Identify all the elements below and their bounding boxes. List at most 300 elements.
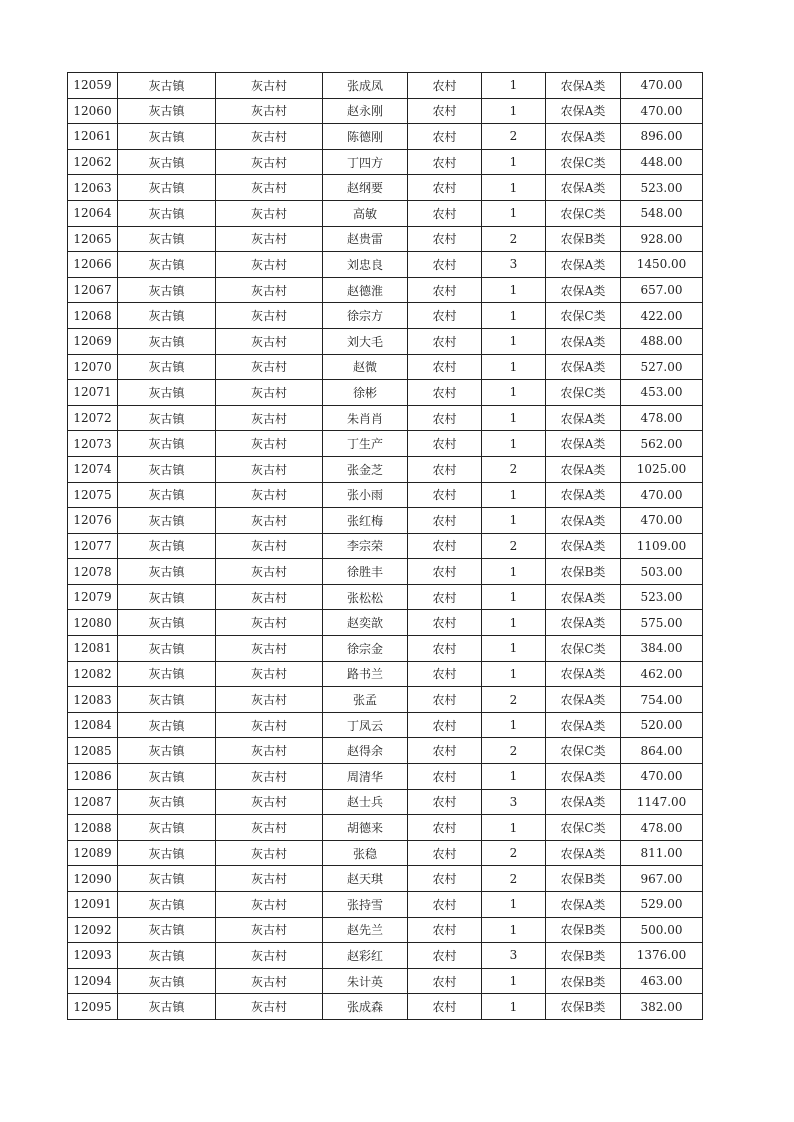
household-type-cell: 农村 [408, 175, 482, 201]
household-type-cell: 农村 [408, 124, 482, 150]
amount-cell: 1025.00 [621, 456, 703, 482]
person-count-cell: 1 [482, 277, 546, 303]
insurance-category-cell: 农保C类 [546, 200, 621, 226]
village-cell: 灰古村 [216, 200, 323, 226]
insurance-category-cell: 农保C类 [546, 738, 621, 764]
table-row [68, 789, 703, 815]
row-id-cell: 12091 [68, 892, 118, 918]
person-count-cell: 1 [482, 354, 546, 380]
row-id-cell: 12072 [68, 405, 118, 431]
name-cell: 张孟 [323, 687, 408, 713]
table-row [68, 277, 703, 303]
name-cell: 朱肖肖 [323, 405, 408, 431]
name-cell: 丁四方 [323, 149, 408, 175]
household-type-cell: 农村 [408, 840, 482, 866]
name-cell: 赵微 [323, 354, 408, 380]
household-type-cell: 农村 [408, 968, 482, 994]
household-type-cell: 农村 [408, 226, 482, 252]
person-count-cell: 1 [482, 892, 546, 918]
person-count-cell: 1 [482, 380, 546, 406]
household-type-cell: 农村 [408, 584, 482, 610]
amount-cell: 470.00 [621, 764, 703, 790]
insurance-category-cell: 农保A类 [546, 73, 621, 99]
table-row [68, 764, 703, 790]
row-id-cell: 12069 [68, 328, 118, 354]
village-cell: 灰古村 [216, 917, 323, 943]
insurance-category-cell: 农保C类 [546, 149, 621, 175]
name-cell: 高敏 [323, 200, 408, 226]
amount-cell: 462.00 [621, 661, 703, 687]
village-cell: 灰古村 [216, 815, 323, 841]
name-cell: 张小雨 [323, 482, 408, 508]
amount-cell: 754.00 [621, 687, 703, 713]
household-type-cell: 农村 [408, 508, 482, 534]
village-cell: 灰古村 [216, 456, 323, 482]
town-cell: 灰古镇 [118, 610, 216, 636]
table-row [68, 149, 703, 175]
village-cell: 灰古村 [216, 405, 323, 431]
name-cell: 徐宗方 [323, 303, 408, 329]
table-row [68, 866, 703, 892]
person-count-cell: 1 [482, 73, 546, 99]
row-id-cell: 12070 [68, 354, 118, 380]
table-row [68, 175, 703, 201]
insurance-category-cell: 农保A类 [546, 610, 621, 636]
village-cell: 灰古村 [216, 789, 323, 815]
person-count-cell: 2 [482, 456, 546, 482]
village-cell: 灰古村 [216, 175, 323, 201]
name-cell: 赵纲要 [323, 175, 408, 201]
household-type-cell: 农村 [408, 98, 482, 124]
person-count-cell: 3 [482, 789, 546, 815]
name-cell: 赵德淮 [323, 277, 408, 303]
name-cell: 刘忠良 [323, 252, 408, 278]
name-cell: 胡德来 [323, 815, 408, 841]
person-count-cell: 1 [482, 200, 546, 226]
person-count-cell: 2 [482, 124, 546, 150]
row-id-cell: 12086 [68, 764, 118, 790]
insurance-category-cell: 农保A类 [546, 892, 621, 918]
household-type-cell: 农村 [408, 789, 482, 815]
table-row [68, 917, 703, 943]
town-cell: 灰古镇 [118, 584, 216, 610]
insurance-category-cell: 农保B类 [546, 968, 621, 994]
town-cell: 灰古镇 [118, 533, 216, 559]
village-cell: 灰古村 [216, 533, 323, 559]
name-cell: 赵士兵 [323, 789, 408, 815]
table-row [68, 712, 703, 738]
person-count-cell: 2 [482, 866, 546, 892]
insurance-category-cell: 农保A类 [546, 789, 621, 815]
amount-cell: 928.00 [621, 226, 703, 252]
town-cell: 灰古镇 [118, 73, 216, 99]
amount-cell: 422.00 [621, 303, 703, 329]
person-count-cell: 1 [482, 661, 546, 687]
person-count-cell: 1 [482, 149, 546, 175]
town-cell: 灰古镇 [118, 226, 216, 252]
amount-cell: 478.00 [621, 815, 703, 841]
town-cell: 灰古镇 [118, 380, 216, 406]
table-row [68, 508, 703, 534]
household-type-cell: 农村 [408, 738, 482, 764]
insurance-category-cell: 农保A类 [546, 277, 621, 303]
amount-cell: 864.00 [621, 738, 703, 764]
insurance-category-cell: 农保B类 [546, 917, 621, 943]
row-id-cell: 12078 [68, 559, 118, 585]
household-type-cell: 农村 [408, 533, 482, 559]
row-id-cell: 12073 [68, 431, 118, 457]
village-cell: 灰古村 [216, 866, 323, 892]
name-cell: 张金芝 [323, 456, 408, 482]
amount-cell: 503.00 [621, 559, 703, 585]
row-id-cell: 12080 [68, 610, 118, 636]
table-row [68, 98, 703, 124]
household-type-cell: 农村 [408, 917, 482, 943]
table-row [68, 328, 703, 354]
row-id-cell: 12084 [68, 712, 118, 738]
table-row [68, 559, 703, 585]
village-cell: 灰古村 [216, 636, 323, 662]
village-cell: 灰古村 [216, 277, 323, 303]
row-id-cell: 12067 [68, 277, 118, 303]
village-cell: 灰古村 [216, 431, 323, 457]
row-id-cell: 12060 [68, 98, 118, 124]
table-row [68, 73, 703, 99]
person-count-cell: 1 [482, 968, 546, 994]
name-cell: 赵贵雷 [323, 226, 408, 252]
amount-cell: 1376.00 [621, 943, 703, 969]
insurance-category-cell: 农保A类 [546, 98, 621, 124]
row-id-cell: 12085 [68, 738, 118, 764]
table-row [68, 584, 703, 610]
row-id-cell: 12066 [68, 252, 118, 278]
village-cell: 灰古村 [216, 892, 323, 918]
town-cell: 灰古镇 [118, 405, 216, 431]
row-id-cell: 12092 [68, 917, 118, 943]
town-cell: 灰古镇 [118, 661, 216, 687]
amount-cell: 1450.00 [621, 252, 703, 278]
row-id-cell: 12074 [68, 456, 118, 482]
town-cell: 灰古镇 [118, 789, 216, 815]
table-row [68, 610, 703, 636]
table-row [68, 252, 703, 278]
name-cell: 周清华 [323, 764, 408, 790]
amount-cell: 500.00 [621, 917, 703, 943]
household-type-cell: 农村 [408, 303, 482, 329]
village-cell: 灰古村 [216, 994, 323, 1020]
amount-cell: 470.00 [621, 98, 703, 124]
row-id-cell: 12076 [68, 508, 118, 534]
town-cell: 灰古镇 [118, 200, 216, 226]
insurance-category-cell: 农保A类 [546, 764, 621, 790]
table-row [68, 815, 703, 841]
amount-cell: 453.00 [621, 380, 703, 406]
insurance-category-cell: 农保B类 [546, 994, 621, 1020]
person-count-cell: 1 [482, 303, 546, 329]
insurance-category-cell: 农保A类 [546, 354, 621, 380]
insurance-category-cell: 农保A类 [546, 661, 621, 687]
table-row [68, 943, 703, 969]
person-count-cell: 1 [482, 98, 546, 124]
village-cell: 灰古村 [216, 380, 323, 406]
village-cell: 灰古村 [216, 98, 323, 124]
amount-cell: 1147.00 [621, 789, 703, 815]
insurance-category-cell: 农保A类 [546, 328, 621, 354]
insurance-category-cell: 农保B类 [546, 866, 621, 892]
person-count-cell: 2 [482, 687, 546, 713]
person-count-cell: 1 [482, 764, 546, 790]
amount-cell: 529.00 [621, 892, 703, 918]
table-row [68, 405, 703, 431]
household-type-cell: 农村 [408, 687, 482, 713]
village-cell: 灰古村 [216, 764, 323, 790]
village-cell: 灰古村 [216, 226, 323, 252]
household-type-cell: 农村 [408, 354, 482, 380]
insurance-category-cell: 农保A类 [546, 712, 621, 738]
table-row [68, 380, 703, 406]
person-count-cell: 1 [482, 508, 546, 534]
amount-cell: 527.00 [621, 354, 703, 380]
amount-cell: 384.00 [621, 636, 703, 662]
row-id-cell: 12077 [68, 533, 118, 559]
name-cell: 陈德刚 [323, 124, 408, 150]
amount-cell: 470.00 [621, 73, 703, 99]
row-id-cell: 12081 [68, 636, 118, 662]
person-count-cell: 2 [482, 738, 546, 764]
row-id-cell: 12088 [68, 815, 118, 841]
row-id-cell: 12064 [68, 200, 118, 226]
amount-cell: 470.00 [621, 508, 703, 534]
insurance-category-cell: 农保A类 [546, 405, 621, 431]
town-cell: 灰古镇 [118, 994, 216, 1020]
amount-cell: 523.00 [621, 175, 703, 201]
table-row [68, 687, 703, 713]
insurance-category-cell: 农保A类 [546, 175, 621, 201]
town-cell: 灰古镇 [118, 456, 216, 482]
amount-cell: 488.00 [621, 328, 703, 354]
insurance-category-cell: 农保A类 [546, 840, 621, 866]
village-cell: 灰古村 [216, 508, 323, 534]
person-count-cell: 1 [482, 559, 546, 585]
insurance-category-cell: 农保B类 [546, 226, 621, 252]
amount-cell: 562.00 [621, 431, 703, 457]
town-cell: 灰古镇 [118, 124, 216, 150]
person-count-cell: 3 [482, 943, 546, 969]
row-id-cell: 12062 [68, 149, 118, 175]
village-cell: 灰古村 [216, 303, 323, 329]
village-cell: 灰古村 [216, 354, 323, 380]
amount-cell: 575.00 [621, 610, 703, 636]
town-cell: 灰古镇 [118, 687, 216, 713]
row-id-cell: 12075 [68, 482, 118, 508]
household-type-cell: 农村 [408, 636, 482, 662]
town-cell: 灰古镇 [118, 764, 216, 790]
insurance-category-cell: 农保A类 [546, 456, 621, 482]
village-cell: 灰古村 [216, 687, 323, 713]
insurance-category-cell: 农保A类 [546, 687, 621, 713]
village-cell: 灰古村 [216, 328, 323, 354]
village-cell: 灰古村 [216, 482, 323, 508]
village-cell: 灰古村 [216, 968, 323, 994]
amount-cell: 478.00 [621, 405, 703, 431]
row-id-cell: 12087 [68, 789, 118, 815]
household-type-cell: 农村 [408, 149, 482, 175]
town-cell: 灰古镇 [118, 328, 216, 354]
household-type-cell: 农村 [408, 712, 482, 738]
insurance-category-cell: 农保A类 [546, 533, 621, 559]
table-row [68, 636, 703, 662]
household-type-cell: 农村 [408, 661, 482, 687]
town-cell: 灰古镇 [118, 636, 216, 662]
row-id-cell: 12063 [68, 175, 118, 201]
insurance-category-cell: 农保A类 [546, 252, 621, 278]
table-row [68, 482, 703, 508]
person-count-cell: 1 [482, 482, 546, 508]
household-type-cell: 农村 [408, 277, 482, 303]
person-count-cell: 1 [482, 815, 546, 841]
table-row [68, 200, 703, 226]
village-cell: 灰古村 [216, 149, 323, 175]
amount-cell: 382.00 [621, 994, 703, 1020]
table-row [68, 661, 703, 687]
household-type-cell: 农村 [408, 328, 482, 354]
row-id-cell: 12089 [68, 840, 118, 866]
town-cell: 灰古镇 [118, 149, 216, 175]
household-type-cell: 农村 [408, 380, 482, 406]
village-cell: 灰古村 [216, 840, 323, 866]
town-cell: 灰古镇 [118, 815, 216, 841]
table-body [68, 73, 703, 1020]
insurance-category-cell: 农保B类 [546, 559, 621, 585]
village-cell: 灰古村 [216, 559, 323, 585]
insurance-category-cell: 农保B类 [546, 943, 621, 969]
village-cell: 灰古村 [216, 124, 323, 150]
town-cell: 灰古镇 [118, 175, 216, 201]
village-cell: 灰古村 [216, 738, 323, 764]
person-count-cell: 1 [482, 584, 546, 610]
town-cell: 灰古镇 [118, 354, 216, 380]
town-cell: 灰古镇 [118, 917, 216, 943]
table-row [68, 124, 703, 150]
table-row [68, 354, 703, 380]
insurance-category-cell: 农保A类 [546, 508, 621, 534]
person-count-cell: 2 [482, 533, 546, 559]
village-cell: 灰古村 [216, 610, 323, 636]
person-count-cell: 1 [482, 712, 546, 738]
person-count-cell: 1 [482, 175, 546, 201]
person-count-cell: 1 [482, 328, 546, 354]
row-id-cell: 12065 [68, 226, 118, 252]
town-cell: 灰古镇 [118, 712, 216, 738]
amount-cell: 448.00 [621, 149, 703, 175]
row-id-cell: 12094 [68, 968, 118, 994]
name-cell: 赵天琪 [323, 866, 408, 892]
household-type-cell: 农村 [408, 815, 482, 841]
insurance-category-cell: 农保C类 [546, 636, 621, 662]
name-cell: 赵彩红 [323, 943, 408, 969]
row-id-cell: 12061 [68, 124, 118, 150]
person-count-cell: 3 [482, 252, 546, 278]
household-type-cell: 农村 [408, 456, 482, 482]
person-count-cell: 2 [482, 226, 546, 252]
village-cell: 灰古村 [216, 584, 323, 610]
name-cell: 赵得余 [323, 738, 408, 764]
insurance-category-cell: 农保C类 [546, 380, 621, 406]
town-cell: 灰古镇 [118, 943, 216, 969]
row-id-cell: 12083 [68, 687, 118, 713]
row-id-cell: 12093 [68, 943, 118, 969]
beneficiary-table [67, 72, 703, 1020]
insurance-category-cell: 农保A类 [546, 584, 621, 610]
household-type-cell: 农村 [408, 482, 482, 508]
person-count-cell: 1 [482, 431, 546, 457]
name-cell: 朱计英 [323, 968, 408, 994]
person-count-cell: 1 [482, 917, 546, 943]
table-row [68, 533, 703, 559]
person-count-cell: 2 [482, 840, 546, 866]
name-cell: 路书兰 [323, 661, 408, 687]
row-id-cell: 12068 [68, 303, 118, 329]
name-cell: 赵先兰 [323, 917, 408, 943]
name-cell: 李宗荣 [323, 533, 408, 559]
village-cell: 灰古村 [216, 712, 323, 738]
amount-cell: 520.00 [621, 712, 703, 738]
name-cell: 赵永刚 [323, 98, 408, 124]
name-cell: 张红梅 [323, 508, 408, 534]
table-row [68, 994, 703, 1020]
insurance-category-cell: 农保C类 [546, 815, 621, 841]
village-cell: 灰古村 [216, 661, 323, 687]
insurance-category-cell: 农保A类 [546, 482, 621, 508]
name-cell: 张成凤 [323, 73, 408, 99]
amount-cell: 811.00 [621, 840, 703, 866]
town-cell: 灰古镇 [118, 840, 216, 866]
person-count-cell: 1 [482, 636, 546, 662]
name-cell: 张松松 [323, 584, 408, 610]
town-cell: 灰古镇 [118, 892, 216, 918]
town-cell: 灰古镇 [118, 968, 216, 994]
name-cell: 徐彬 [323, 380, 408, 406]
table-row [68, 226, 703, 252]
table-row [68, 840, 703, 866]
row-id-cell: 12082 [68, 661, 118, 687]
town-cell: 灰古镇 [118, 431, 216, 457]
village-cell: 灰古村 [216, 73, 323, 99]
person-count-cell: 1 [482, 405, 546, 431]
town-cell: 灰古镇 [118, 738, 216, 764]
row-id-cell: 12071 [68, 380, 118, 406]
amount-cell: 1109.00 [621, 533, 703, 559]
name-cell: 徐胜丰 [323, 559, 408, 585]
household-type-cell: 农村 [408, 610, 482, 636]
household-type-cell: 农村 [408, 431, 482, 457]
name-cell: 丁凤云 [323, 712, 408, 738]
town-cell: 灰古镇 [118, 303, 216, 329]
household-type-cell: 农村 [408, 405, 482, 431]
person-count-cell: 1 [482, 610, 546, 636]
town-cell: 灰古镇 [118, 277, 216, 303]
town-cell: 灰古镇 [118, 482, 216, 508]
table-row [68, 892, 703, 918]
table-row [68, 968, 703, 994]
amount-cell: 463.00 [621, 968, 703, 994]
town-cell: 灰古镇 [118, 559, 216, 585]
amount-cell: 896.00 [621, 124, 703, 150]
amount-cell: 657.00 [621, 277, 703, 303]
town-cell: 灰古镇 [118, 252, 216, 278]
name-cell: 徐宗金 [323, 636, 408, 662]
person-count-cell: 1 [482, 994, 546, 1020]
